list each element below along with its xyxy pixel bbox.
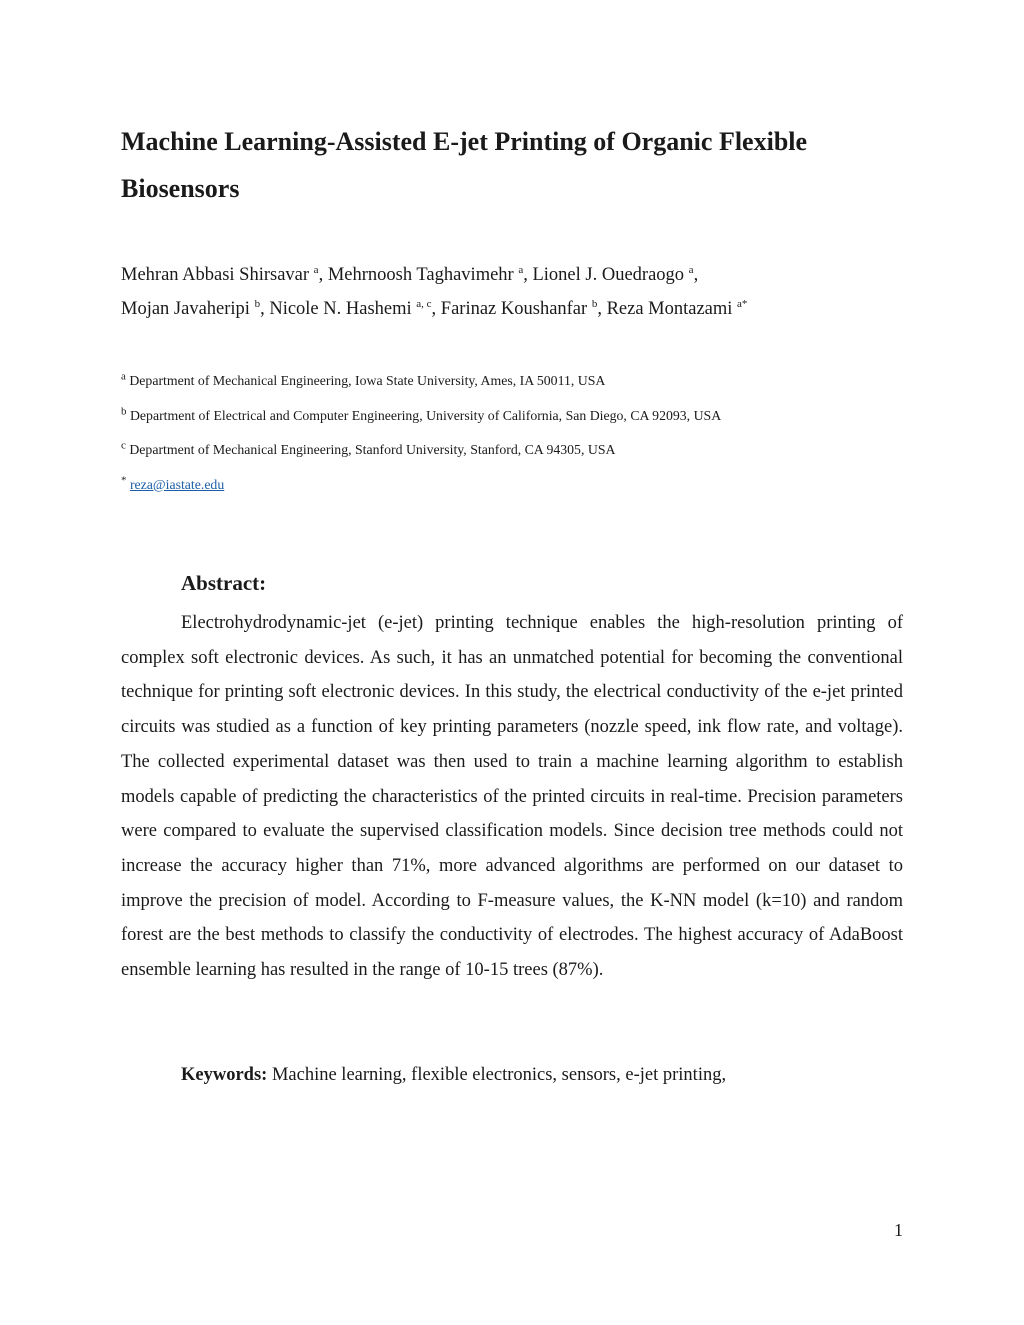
email-link[interactable]: reza@iastate.edu bbox=[129, 476, 225, 492]
affiliation-item bbox=[121, 433, 911, 468]
author-name: Reza Montazami bbox=[606, 299, 733, 319]
corresponding-mark: * bbox=[121, 473, 127, 486]
author-affiliation-mark: a bbox=[518, 263, 524, 276]
author-affiliation-mark: a bbox=[313, 263, 319, 276]
affiliation-text: Department of Mechanical Engineering, Stanford University, Stanford, CA 94305, USA bbox=[129, 442, 616, 457]
author-affiliation-mark: a* bbox=[737, 297, 748, 310]
author-name: Mojan Javaheripi bbox=[121, 299, 250, 319]
author-name: Mehran Abbasi Shirsavar bbox=[121, 265, 310, 285]
affiliation-mark: a bbox=[121, 370, 126, 383]
affiliation-item bbox=[121, 399, 911, 434]
affiliation-mark: b bbox=[121, 404, 127, 417]
author-line-1: Mehran Abbasi Shirsavar $^a$, Mehrnoosh Taghavimehr $^a$, Lionel J. Ouedraogo $^a$, bbox=[121, 263, 699, 285]
author-name: Nicole N. Hashemi bbox=[269, 299, 412, 319]
author-affiliation-mark: a bbox=[688, 263, 694, 276]
author-affiliation-mark: a, c bbox=[416, 297, 432, 310]
author-name: Farinaz Koushanfar bbox=[440, 299, 588, 319]
paper-title: Machine Learning-Assisted E-jet Printing of Organic Flexible Biosensors bbox=[121, 127, 808, 203]
author-list bbox=[121, 258, 911, 326]
affiliation-list bbox=[121, 364, 911, 502]
contact-email-line bbox=[121, 468, 911, 503]
abstract-heading: Abstract: bbox=[181, 571, 267, 595]
keywords-label: Keywords: bbox=[181, 1065, 268, 1085]
author-line-2: Mojan Javaheripi $^b$, Nicole N. Hashemi $^{a, c}$, Farinaz Koushanfar $^b$, Reza Montazami $^{a*}$ bbox=[121, 297, 748, 319]
affiliation-mark: c bbox=[121, 439, 126, 452]
keywords-text: Machine learning, flexible electronics, sensors, e-jet printing, bbox=[271, 1065, 727, 1085]
page-number: 1 bbox=[894, 1220, 903, 1240]
author-name: Mehrnoosh Taghavimehr bbox=[327, 265, 514, 285]
affiliation-text: Department of Electrical and Computer Engineering, University of California, San Diego, CA 92093, USA bbox=[129, 407, 722, 423]
affiliation-text: Department of Mechanical Engineering, Iowa State University, Ames, IA 50011, USA bbox=[129, 373, 606, 388]
abstract-text: Electrohydrodynamic-jet (e-jet) printing technique enables the high-resolution printing of complex soft electronic devices. As such, it has an unmatched potential for becoming the conventional technique for printing soft electronic devices. In this study, the electrical conductivity of the e-jet printed circuits was studied as a function of key printing parameters (nozzle speed, ink flow rate, and voltage). The collected experimental dataset was then used to train a machine learning algorithm to establish models capable of predicting the characteristics of the printed circuits in real-time. Precision parameters were compared to evaluate the supervised classification models. Since decision tree methods could not increase the accuracy higher than 71%, more advanced algorithms are performed on our dataset to improve the precision of model. According to F-measure values, the K-NN model (k=10) and random forest are the best methods to classify the conductivity of electrodes. The highest accuracy of AdaBoost ensemble learning has resulted in the range of 10-15 trees (87%). bbox=[121, 613, 903, 981]
affiliation-item bbox=[121, 364, 911, 399]
author-affiliation-mark: b bbox=[591, 297, 598, 310]
keywords-line bbox=[181, 1058, 901, 1092]
author-name: Lionel J. Ouedraogo bbox=[532, 265, 685, 285]
author-affiliation-mark: b bbox=[254, 297, 261, 310]
